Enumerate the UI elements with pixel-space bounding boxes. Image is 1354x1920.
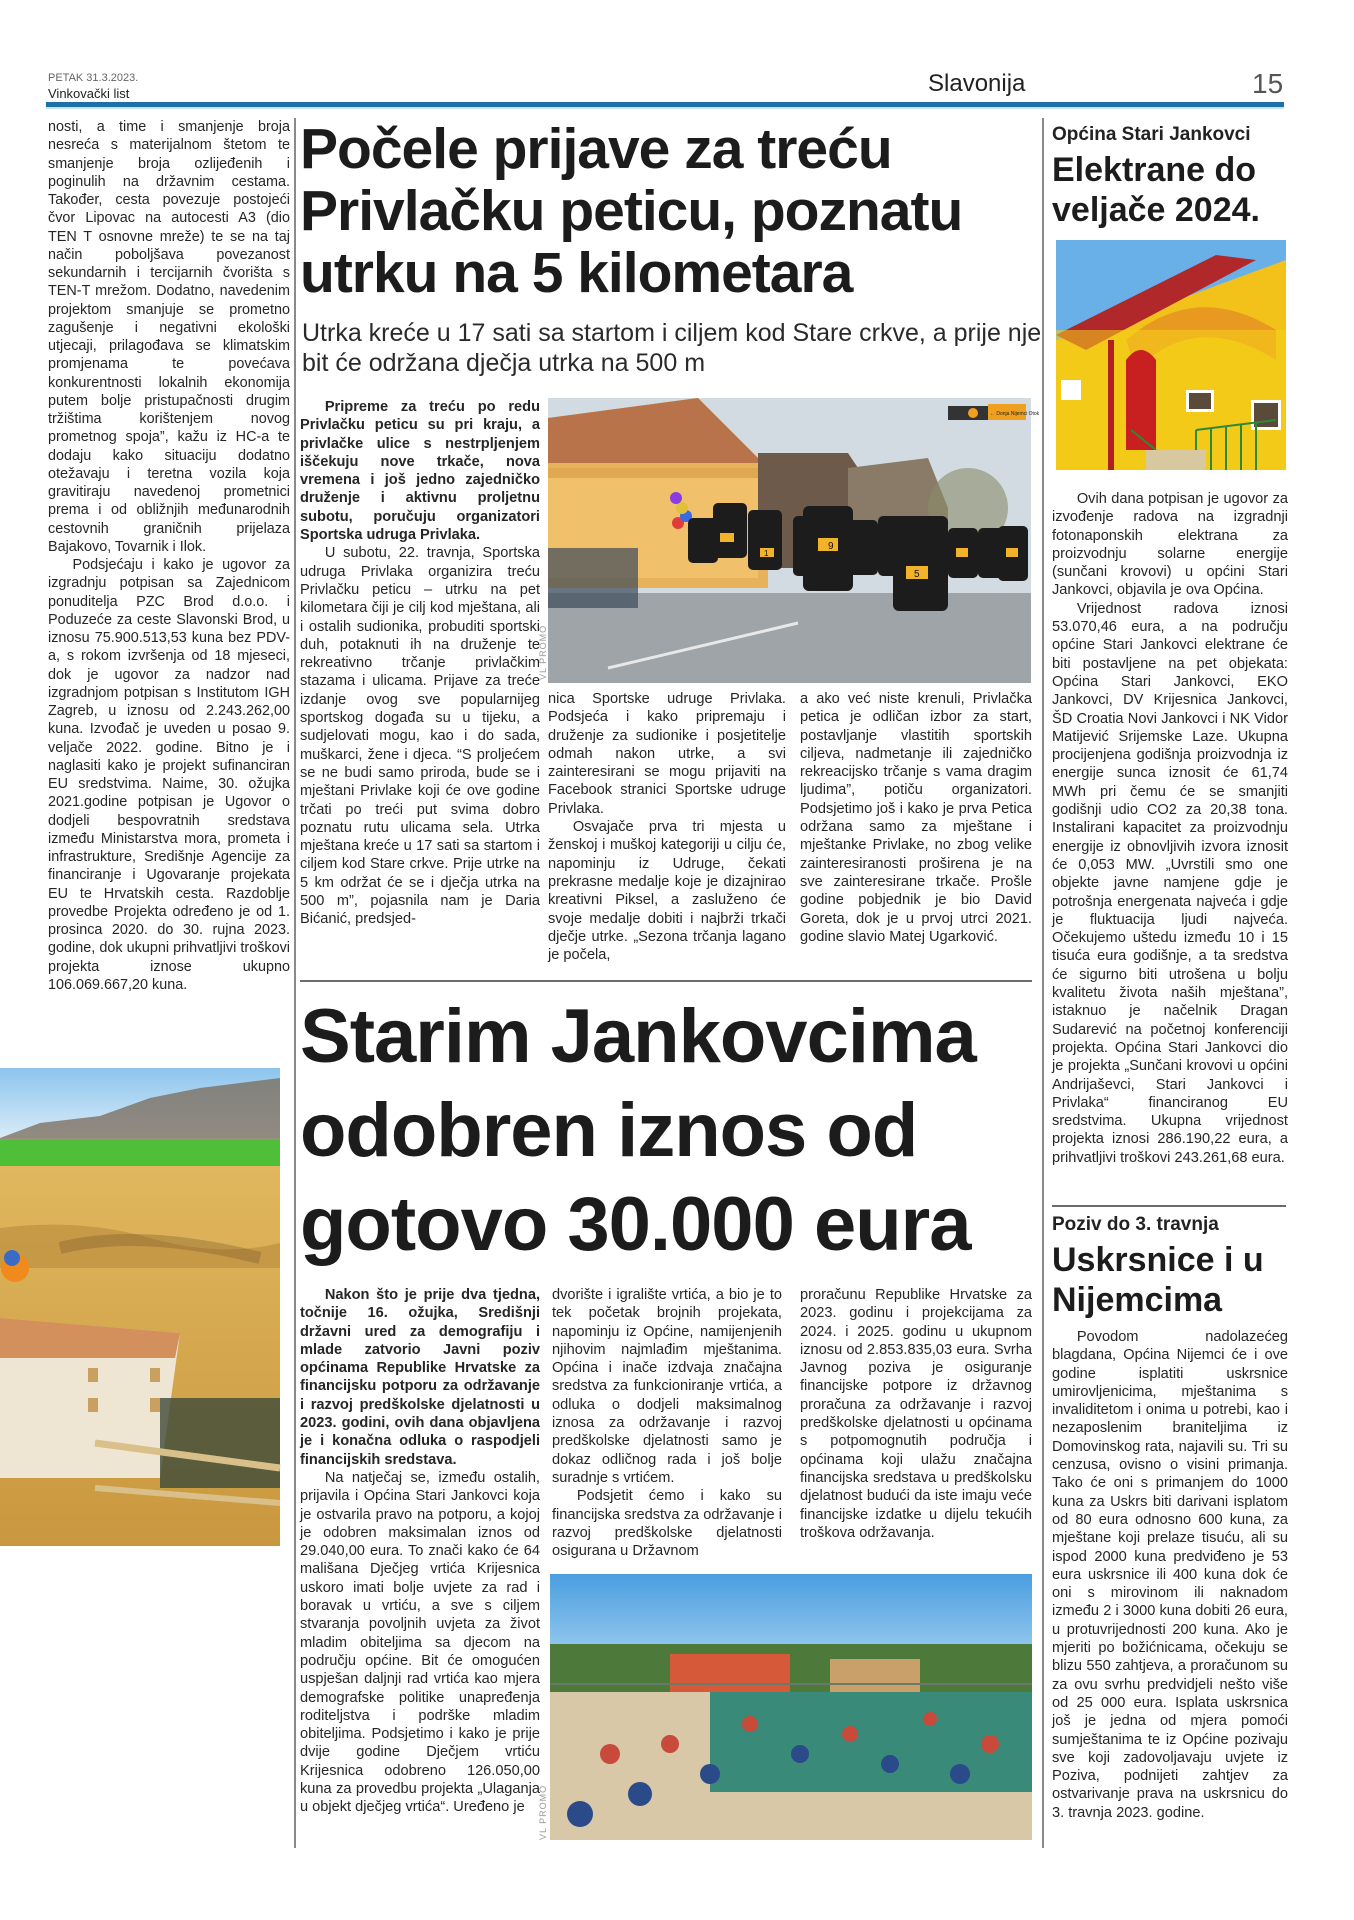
- power-plant-paragraph-1: Ovih dana potpisan je ugovor za izvođenje radova na izgradnji fotonaponskih elektrana za proizvodnju solarne energije (sunčani krovovi) u općini Stari Jankovci, objavila je ova Općina.: [1052, 491, 1288, 599]
- run-article-body-1: U subotu, 22. travnja, Sportska udruga Privlaka organizira treću Privlačku peticu – utrku na pet kilometara čiji je cilj kod mještana, ali i ostalih sudionika, probuditi sportski duh, potaknuti ih na druženje te rekreativno trčanje privlačkim stazama i ulicama. Prijave za treće izdanje ovog sve popularnijeg sportskog događa su u tijeku, a sudjelovati mogu, kao i do sada, muškarci, žene i djeca. “S proljećem se ne budi samo priroda, bude se i mještani Privlake koji će ove godine trčati po treći put svima dobro poznatu rutu ulicama sela. Utrka mještana kreće u 17 sati sa startom i ciljem kod Stare crkve. Prije utrke na 5 km održat će se i dječja utrka na 500 m”, pojasnila nam je Daria Bićanić, predsjed-: [300, 545, 540, 928]
- kindergarten-image: [550, 1574, 1032, 1840]
- header-rule-light: [46, 107, 1284, 109]
- column-divider-right: [1042, 118, 1044, 1848]
- bib-number-5: 5: [914, 569, 920, 580]
- power-plant-paragraph-2: Vrijednost radova iznosi 53.070,46 eura, a na području općine Stari Jankovci elektrane će biti postavljene na pet objekata: Općina Stari Jankovci, EKO Jankovci, DV Krijesnica Jankovci, ŠD Croatia Novi Jankovci i NK Vidor Matijević Srijemske Laze. Ukupna procijenjena godišnja proizvodnja iz energije sunca iznosit će 61,74 MWh pri čemu će se smanjiti godišnji udio CO2 za 20,38 tona. Instalirani kapacitet za proizvodnju energije iz obnovljivih izvora iznosit će 0,053 MW. „Uvrstili smo one objekte javne namjene gdje je potrošnja energenata najveća i gdje je fluktuacija ljudi najveća. Očekujemo uštedu između 10 i 15 tisuća eura godišnje, a ta sredstva će sigurno biti utrošena u bolju kvalitetu života naših mještana”, istaknuo je načelnik Dragan Sudarević na početnoj konferenciji projekta. Općina Stari Jankovci dio je projekta „Sunčani krovovi u općini Andrijaševci, Stari Jankovci i Privlaka“ financiranog EU sredstvima. Ukupna vrijednost projekta iznosi 286.190,22 eura, a prihvatljivi troškovi 243.261,68 eura.: [1052, 600, 1288, 1166]
- kindergarten-photo-credit: VL PROMO: [538, 1784, 548, 1840]
- run-article-column-2: [548, 690, 786, 964]
- road-construction-image: [0, 1068, 280, 1543]
- run-article-body-2a: nica Sportske udruge Privlaka. Podsjeća i kako pripremaju i druženje za sudionike i posjetitelje odmah nakon utrke, a svi zainteresirani se mogu prijaviti na Facebook stranici Sportske udruge Privlaka.: [548, 691, 786, 817]
- kindergarten-column-3: [800, 1286, 1032, 1542]
- run-article-column-3: [800, 690, 1032, 946]
- section-title: Slavonija: [928, 70, 1026, 97]
- continued-paragraph-2: Podsjećaju i kako je ugovor za izgradnju potpisan sa Zajednicom ponuditelja PZC Brod d.o.o. i Poduzeće za ceste Slavonski Brod, u iznosu 75.900.513,53 kuna bez PDV-a, s rokom izvršenja od 18 mjeseci, dok je ugovor za nadzor nad izgradnjom potpisan s Institutom IGH Zagreb, u iznosu od 2.243.262,00 kuna. Izvođač je uveden u posao 9. veljače 2022. godine. Bitno je i naglasiti kako je projekt sufinanciran EU sredstvima. Naime, 30. ožujka 2021.godine potpisan je Ugovor o dodjeli bespovratnih sredstava između Ministarstva mora, prometa i infrastrukture, Središnje Agencije za financiranje i Ugovaranje projekata EU te Hrvatskih cesta. Razdoblje provedbe Projekta određeno je od 1. prosinca 2020. do 30. rujna 2023. godine, dok ukupni prihvatljivi troškovi projekta iznose ukupno 106.069.667,20 kuna.: [48, 557, 290, 993]
- kindergarten-photo: [550, 1574, 1032, 1840]
- easter-body: [1052, 1328, 1288, 1822]
- run-article-body-3: a ako već niste krenuli, Privlačka petica je odličan izbor za start, postavljanje vlastitih sportskih ciljeva, nadmetanje ili zajedničko rekreacijsko trčanje s vama dragim ljudima”, potiču organizatori. Podsjetimo još i kako je prva Petica održana samo za mještane i mještanke Privlake, no zbog velike zainteresiranosti proširena je na sve zainteresirane trkače. Prošle godine pobjednik je bio David Goreta, dok je u prvoj utrci 2021. godine slavio Matej Ugarković.: [800, 691, 1032, 945]
- bib-number-1: 1: [764, 549, 769, 558]
- runners-photo: [548, 398, 1040, 682]
- article-divider: [300, 980, 1032, 982]
- kindergarten-body-2a: dvorište i igralište vrtića, a bio je to tek početak brojnih projekata, napominju iz Općine, namijenjenih njihovim najmlađim mještanima. Općina i inače izdvaja značajna sredstva za funkcioniranje vrtića, a odluka o dodjeli maksimalnog iznosa za održavanje i razvoj predškolske djelatnosti samo je dokaz odličnog rada i još bolje suradnje s vrtićem.: [552, 1287, 782, 1486]
- run-article-headline: Počele prijave za treću Privlačku peticu, poznatu utrku na 5 kilometara: [300, 117, 963, 305]
- kindergarten-article-headline: Starim Jankovcima odobren iznos od gotovo 30.000 eura: [300, 994, 976, 1267]
- run-article-body-2b: Osvajače prva tri mjesta u ženskoj i muškoj kategoriji u cilju će, napominju iz Udruge, čekati prekrasne medalje koje je dizajnirao kreativni Piksel, a zasluženo će svoje medalje dobiti i najbrži trkači dječje utrke. „Sezona trčanja lagano je počela,: [548, 819, 786, 964]
- easter-paragraph-1: Povodom nadolazećeg blagdana, Općina Nijemci će i ove godine isplatiti uskrsnice umirovljenicima, mještanima s invaliditetom i onima u potrebi, kao i nezaposlenim braniteljima iz Domovinskog rata, najavili su. Tri su cenzusa, ovisno o visini primanja. Tako će oni s primanjem do 1000 kuna za Uskrs biti darivani isplatom od 80 eura odnosno 600 kuna, za mještane koji prelaze tisuću, ali su ispod 2000 kuna predviđeno je 53 eura uskrsnice ili 400 kuna dok će oni s mirovinom ili naknadom između 2 i 3000 kuna dobiti 26 eura, u protuvrijednosti 200 kuna. Ako je mjeriti po božićnicama, očekuju se blizu 550 zahtjeva, a proračunom su za ovu svrhu predvidjeli nešto više od 25 000 eura. Isplata uskrsnica još je jedna od mjera pomoći sumještanima te iz Općine pozivaju sve koji zadovoljavaju uvjete iz Poziva, podnijeti zahtjev za ostvarivanje prava na uskrsnicu do 3. travnja 2023. godine.: [1052, 1329, 1288, 1821]
- easter-kicker: Poziv do 3. travnja: [1052, 1214, 1219, 1235]
- kindergarten-body-2b: Podsjetit ćemo i kako su financijska sredstva za održavanje i razvoj predškolske djelatnosti osigurana u Državnom: [552, 1488, 782, 1560]
- publication-name: Vinkovački list: [48, 86, 130, 101]
- sidebar-divider: [1052, 1205, 1286, 1207]
- kindergarten-body-3: proračunu Republike Hrvatske za 2023. godinu i projekcijama za 2024. i 2025. godinu u ukupnom iznosu od 2.853.835,03 eura. Svrha Javnog poziva je osiguranje financijske potpore iz državnog proračuna za održavanje i razvoj predškolske djelatnosti u općinama s potpomognutih područja i općinama koji ulažu značajna financijska sredstava u predškolsku djelatnost budući da iste imaju veće financijske izdatke u dijelu tekućih troškova održavanja.: [800, 1287, 1032, 1541]
- power-plant-headline: Elektrane do veljače 2024.: [1052, 151, 1260, 229]
- continued-paragraph-1: nosti, a time i smanjenje broja nesreća s materijalnom štetom te smanjenje broja ozlijeđenih i poginulih na državnim cestama. Također, cesta povezuje postojeći čvor Lipovac na autocesti A3 (dio TEN T osnovne mreže) te se na taj način poboljšava povezanost sekundarnih i tercijarnih čvorišta s TEN-T mrežom. Dodatno, navedenim projektom smanjuje se prometno zagušenje i negativni ekološki utjecaji, prilagođava se klimatskim promjenama te povećava konkurentnosti lokalnih ekonomija putem bolje pristupačnosti drugim tržištima korištenjem novog prometnog spoja”, kažu iz HC-a te dodaju kako situaciju dodatno otežavaju i teretna vozila koja gravitiraju navedenoj prometnici prema i od obližnjih međunarodnih cestovnih graničnih prijelaza Bajakovo, Tovarnik i Ilok.: [48, 119, 290, 555]
- run-photo-credit: VL PROMO: [538, 624, 548, 680]
- power-plant-body: [1052, 490, 1288, 1167]
- kindergarten-building-photo: [1056, 240, 1286, 470]
- runners-image: [548, 398, 1040, 682]
- continued-article-column: [48, 118, 290, 994]
- column-divider-left: [294, 118, 296, 1848]
- run-article-lead: Pripreme za treću po redu Privlačku peticu su pri kraju, a privlačke ulice s nestrpljenjem iščekuju nove trkače, nova vremena i još jedno zajedničko druženje i aktivnu proljetnu subotu, poručuju organizatori Sportska udruga Privlaka.: [300, 399, 540, 544]
- power-plant-kicker: Općina Stari Jankovci: [1052, 124, 1251, 145]
- run-article-subheadline: Utrka kreće u 17 sati sa startom i ciljem kod Stare crkve, a prije nje bit će održana dječja utrka na 500 m: [302, 319, 1042, 377]
- page-number: 15: [1252, 68, 1284, 99]
- road-sign-text: ← Donja Nijemci Otok: [990, 411, 1040, 417]
- issue-date: PETAK 31.3.2023.: [48, 72, 139, 84]
- kindergarten-column-2: [552, 1286, 782, 1560]
- kindergarten-body-1: Na natječaj se, između ostalih, prijavila i Općina Stari Jankovci koja je ostvarila pravo na potporu, a kojoj je odobren maksimalan iznos od 29.040,00 eura. To znači kako će 64 mališana Dječjeg vrtića Krijesnica uskoro imati bolje uvjete za rad i boravak u vrtiću, a sve s ciljem stvaranja povoljnih uvjeta za život mladim obiteljima sa djecom na području općine. Bit će omogućen uspješan daljnji rad vrtića kao mjera demografske politike unapređenja roditeljstva i podrške mladim obiteljima. Podsjetimo i kako je prije dvije godine Dječjem vrtiću Krijesnica odobreno 126.050,00 kuna za provedbu projekta „Ulaganja u objekt dječjeg vrtića“. Uređeno je: [300, 1469, 540, 1816]
- run-article-column-1: [300, 398, 540, 929]
- easter-headline: Uskrsnice i u Nijemcima: [1052, 1241, 1264, 1319]
- bib-number-9: 9: [828, 541, 834, 552]
- kindergarten-lead: Nakon što je prije dva tjedna, točnije 16. ožujka, Središnji državni ured za demografiju i mlade zatvorio Javni poziv općinama Republike Hrvatske za financijsku potporu za održavanje i razvoj predškolske djelatnosti u 2023. godini, ovih dana objavljena je i konačna odluka o raspodjeli financijskih sredstava.: [300, 1287, 540, 1468]
- building-image: [1056, 240, 1286, 470]
- road-construction-photo: [0, 1068, 280, 1543]
- kindergarten-column-1: [300, 1286, 540, 1817]
